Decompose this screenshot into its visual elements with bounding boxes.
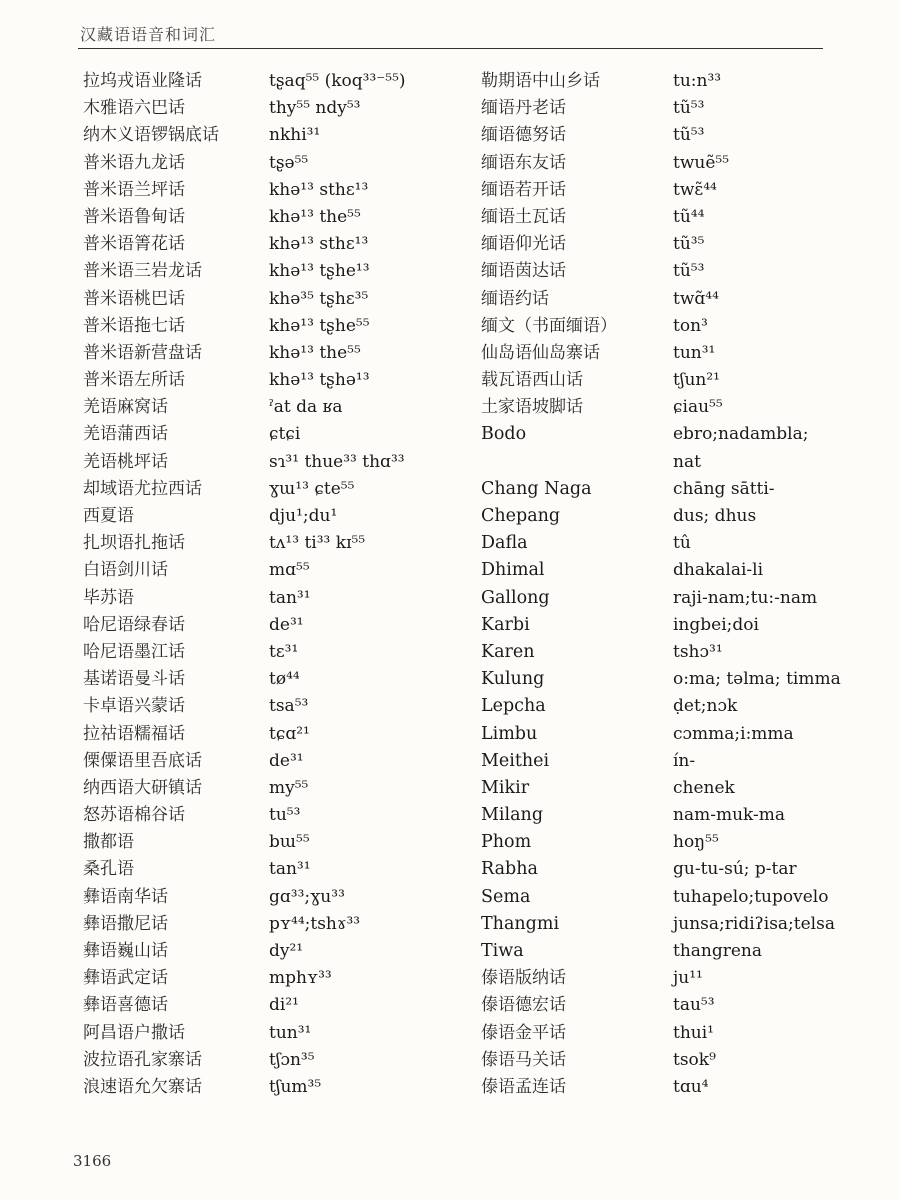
word-form: tũ⁵³ xyxy=(673,98,705,119)
language-name: Thangmi xyxy=(481,913,560,934)
word-form: khə¹³ tʂhe⁵⁵ xyxy=(269,315,370,336)
word-form: gu-tu-sú; p-tar xyxy=(673,859,797,880)
entry-row xyxy=(83,884,473,911)
entry-row xyxy=(481,95,881,122)
language-name: 怒苏语棉谷话 xyxy=(83,805,185,826)
word-form: ɕtɕi xyxy=(269,424,301,445)
word-form: tʃun²¹ xyxy=(673,370,720,391)
language-name: 普米语左所话 xyxy=(83,370,185,391)
word-form-continuation: nat xyxy=(673,451,701,472)
language-name: 羌语桃坪话 xyxy=(83,451,168,472)
entry-row xyxy=(83,150,473,177)
language-name: 基诺语曼斗话 xyxy=(83,669,185,690)
word-form: pʏ⁴⁴;tshɤ³³ xyxy=(269,913,361,934)
word-form: tau⁵³ xyxy=(673,995,715,1016)
language-name: 缅语德努话 xyxy=(481,125,566,146)
word-form: tan³¹ xyxy=(269,587,311,608)
entry-row xyxy=(83,421,473,448)
entry-row xyxy=(481,884,881,911)
word-form: chāng sātti- xyxy=(673,478,775,499)
language-name: 普米语三岩龙话 xyxy=(83,261,202,282)
entry-row xyxy=(83,829,473,856)
language-name: 拉坞戎语业隆话 xyxy=(83,71,202,91)
word-form: cɔmma;i:mma xyxy=(673,723,794,744)
word-form: tsa⁵³ xyxy=(269,696,309,717)
word-form: twɑ̃⁴⁴ xyxy=(673,288,719,309)
language-name: 卡卓语兴蒙话 xyxy=(83,696,185,717)
entry-row xyxy=(481,748,881,775)
word-form: ɣɯ¹³ ɕte⁵⁵ xyxy=(269,478,355,499)
word-form: tʃum³⁵ xyxy=(269,1076,322,1097)
language-name: 波拉语孔家寨话 xyxy=(83,1049,202,1070)
entry-row xyxy=(83,313,473,340)
word-form: thui¹ xyxy=(673,1022,714,1043)
word-form: tɛ³¹ xyxy=(269,641,299,662)
language-name: 彝语武定话 xyxy=(83,968,168,989)
word-form: khə¹³ the⁵⁵ xyxy=(269,206,361,227)
word-form: ingbei;doi xyxy=(673,614,759,635)
word-form: mphʏ³³ xyxy=(269,968,332,989)
entry-row xyxy=(83,938,473,965)
word-form: o:ma; təlma; timma xyxy=(673,669,841,690)
word-form: dju¹;du¹ xyxy=(269,506,338,526)
language-name: Kulung xyxy=(481,669,545,690)
language-name: Dafla xyxy=(481,533,528,554)
language-name: 普米语桃巴话 xyxy=(83,288,185,309)
entry-row xyxy=(83,204,473,231)
language-name: 普米语九龙话 xyxy=(83,152,185,173)
word-form: dus; dhus xyxy=(673,506,757,526)
word-form: chenek xyxy=(673,777,735,798)
word-form: tʃɔn³⁵ xyxy=(269,1049,315,1070)
language-name: 桑孔语 xyxy=(83,859,134,880)
language-name: 载瓦语西山话 xyxy=(481,370,583,391)
entry-row xyxy=(481,122,881,149)
language-name: Gallong xyxy=(481,587,550,608)
entry-row xyxy=(481,1020,881,1047)
entry-row xyxy=(83,1020,473,1047)
word-form: khə¹³ the⁵⁵ xyxy=(269,342,361,363)
entry-row xyxy=(83,612,473,639)
word-form: tʂaq⁵⁵ (koq³³⁻⁵⁵) xyxy=(269,71,406,91)
word-form: tuhapelo;tupovelo xyxy=(673,886,829,907)
language-name: 阿昌语户撒话 xyxy=(83,1022,185,1043)
word-form: tʌ¹³ ti³³ kɪ⁵⁵ xyxy=(269,533,366,554)
word-form: my⁵⁵ xyxy=(269,777,309,798)
entry-row xyxy=(481,68,881,95)
language-name: 傣语德宏话 xyxy=(481,995,566,1016)
language-name: 彝语巍山话 xyxy=(83,941,168,961)
word-form: khə¹³ sthɛ¹³ xyxy=(269,179,369,200)
entry-row xyxy=(83,639,473,666)
word-form: junsa;ridiʔisa;telsa xyxy=(673,913,835,934)
entry-row xyxy=(83,340,473,367)
running-header: 汉藏语语音和词汇 xyxy=(80,25,217,44)
entry-row xyxy=(83,231,473,258)
word-form: tu:n³³ xyxy=(673,71,722,91)
word-form: sɿ³¹ thue³³ thɑ³³ xyxy=(269,451,405,472)
language-name: Lepcha xyxy=(481,696,546,717)
language-name: Rabha xyxy=(481,859,538,880)
word-form: ton³ xyxy=(673,315,708,336)
word-form: raji-nam;tu:-nam xyxy=(673,587,818,608)
language-name: 仙岛语仙岛寨话 xyxy=(481,342,600,363)
word-form: nkhi³¹ xyxy=(269,125,321,146)
language-name: 白语剑川话 xyxy=(83,560,168,581)
entry-row xyxy=(83,258,473,285)
word-form: tû xyxy=(673,533,691,554)
word-form: ebro;nadambla; xyxy=(673,424,809,445)
language-name: 普米语鲁甸话 xyxy=(83,206,185,227)
word-form: dhakalai-li xyxy=(673,560,764,581)
language-name: Chang Naga xyxy=(481,478,592,499)
language-name: 缅语若开话 xyxy=(481,179,566,200)
entry-row xyxy=(481,421,881,448)
entry-row xyxy=(481,585,881,612)
right-column xyxy=(481,68,881,1101)
language-name: 羌语麻窝话 xyxy=(83,397,168,418)
entry-row xyxy=(83,122,473,149)
word-form: de³¹ xyxy=(269,614,304,635)
entry-row xyxy=(481,530,881,557)
language-name: 纳木义语锣锅底话 xyxy=(83,125,219,146)
entry-row xyxy=(481,503,881,530)
entry-row xyxy=(481,693,881,720)
language-name: 木雅语六巴话 xyxy=(83,98,185,119)
entry-row xyxy=(481,150,881,177)
entry-row xyxy=(83,503,473,530)
language-name: 普米语拖七话 xyxy=(83,315,185,336)
language-name: 彝语撒尼话 xyxy=(83,913,168,934)
language-name: 缅语丹老话 xyxy=(481,98,566,119)
word-form: ɕiau⁵⁵ xyxy=(673,397,723,418)
entry-row xyxy=(83,476,473,503)
entry-row xyxy=(83,1047,473,1074)
header-rule xyxy=(78,48,823,49)
word-form: tɑu⁴ xyxy=(673,1076,709,1097)
entry-row xyxy=(481,313,881,340)
word-form: tan³¹ xyxy=(269,859,311,880)
entry-row xyxy=(83,911,473,938)
word-form: tũ⁵³ xyxy=(673,261,705,282)
entry-row xyxy=(83,992,473,1019)
language-name: 土家语坡脚话 xyxy=(481,397,583,418)
word-form: gɑ³³;ɣu³³ xyxy=(269,886,345,907)
word-form: tun³¹ xyxy=(673,342,716,363)
language-name: 缅语茵达话 xyxy=(481,261,566,282)
entry-row xyxy=(83,693,473,720)
language-name: Bodo xyxy=(481,424,527,445)
language-name: Karen xyxy=(481,641,535,662)
language-name: 却域语尤拉西话 xyxy=(83,478,202,499)
entry-row xyxy=(481,612,881,639)
language-name: Mikir xyxy=(481,777,530,798)
entry-row xyxy=(83,748,473,775)
entry-row xyxy=(83,775,473,802)
entry-row xyxy=(481,204,881,231)
language-name: Dhimal xyxy=(481,560,545,581)
word-form: dy²¹ xyxy=(269,941,304,961)
entry-row xyxy=(481,394,881,421)
entry-row xyxy=(83,802,473,829)
entry-row xyxy=(481,911,881,938)
entry-row xyxy=(481,639,881,666)
word-form: ˀat da ʁa xyxy=(269,397,343,418)
word-form: tũ⁵³ xyxy=(673,125,705,146)
language-name: 缅语东友话 xyxy=(481,152,566,173)
language-name: Tiwa xyxy=(481,941,524,961)
language-name: Sema xyxy=(481,886,531,907)
language-name: Phom xyxy=(481,832,532,853)
word-form: de³¹ xyxy=(269,750,304,771)
entry-row xyxy=(481,177,881,204)
entry-row xyxy=(481,231,881,258)
language-name: Karbi xyxy=(481,614,530,635)
language-name: 拉祜语糯福话 xyxy=(83,723,185,744)
language-name: 撒都语 xyxy=(83,832,134,853)
entry-row xyxy=(481,258,881,285)
language-name: 缅语仰光话 xyxy=(481,234,566,255)
word-form: tun³¹ xyxy=(269,1022,312,1043)
word-form: tø⁴⁴ xyxy=(269,669,300,690)
entry-row xyxy=(83,965,473,992)
word-form: mɑ⁵⁵ xyxy=(269,560,310,581)
entry-continuation-row xyxy=(481,449,881,476)
language-name: 普米语箐花话 xyxy=(83,234,185,255)
entry-row xyxy=(481,286,881,313)
word-form: tshɔ³¹ xyxy=(673,641,723,662)
language-name: 缅文（书面缅语） xyxy=(481,315,617,336)
entry-row xyxy=(83,585,473,612)
entry-row xyxy=(481,340,881,367)
word-form: thy⁵⁵ ndy⁵³ xyxy=(269,98,361,119)
word-form: ín- xyxy=(673,750,696,771)
word-form: thangrena xyxy=(673,941,763,961)
word-form: khə¹³ tʂhe¹³ xyxy=(269,261,370,282)
entry-row xyxy=(83,68,473,95)
entry-row xyxy=(481,476,881,503)
entry-row xyxy=(481,965,881,992)
entry-row xyxy=(83,530,473,557)
entry-row xyxy=(83,721,473,748)
language-name: 羌语蒲西话 xyxy=(83,424,168,445)
language-name: 哈尼语墨江话 xyxy=(83,641,185,662)
language-name: 傣语金平话 xyxy=(481,1022,566,1043)
word-form: twuẽ⁵⁵ xyxy=(673,152,730,173)
entry-row xyxy=(481,557,881,584)
language-name: 勒期语中山乡话 xyxy=(481,71,600,91)
entry-row xyxy=(83,449,473,476)
language-name: 傣语孟连话 xyxy=(481,1076,566,1097)
word-form: khə¹³ sthɛ¹³ xyxy=(269,234,369,255)
word-form: tu⁵³ xyxy=(269,805,301,826)
language-name: 西夏语 xyxy=(83,506,134,526)
language-name: 普米语新营盘话 xyxy=(83,342,202,363)
language-name: 哈尼语绿春话 xyxy=(83,614,185,635)
entry-row xyxy=(83,1074,473,1101)
word-form: twɛ̃⁴⁴ xyxy=(673,179,717,200)
entry-row xyxy=(83,394,473,421)
entry-row xyxy=(481,367,881,394)
language-name: 缅语约话 xyxy=(481,288,549,309)
entry-row xyxy=(481,1074,881,1101)
entry-row xyxy=(481,775,881,802)
entry-row xyxy=(481,666,881,693)
entry-row xyxy=(83,557,473,584)
word-form: tũ⁴⁴ xyxy=(673,206,705,227)
language-name: Chepang xyxy=(481,506,561,526)
language-name: Milang xyxy=(481,805,544,826)
entry-row xyxy=(83,666,473,693)
word-form: di²¹ xyxy=(269,995,299,1016)
entry-row xyxy=(83,856,473,883)
entry-row xyxy=(481,721,881,748)
entry-row xyxy=(481,802,881,829)
entry-row xyxy=(83,95,473,122)
language-name: 毕苏语 xyxy=(83,587,134,608)
left-column xyxy=(83,68,473,1101)
language-name: 纳西语大研镇话 xyxy=(83,777,202,798)
word-form: hoŋ⁵⁵ xyxy=(673,832,719,853)
word-form: tũ³⁵ xyxy=(673,234,705,255)
language-name: 傣语版纳话 xyxy=(481,968,566,989)
entry-row xyxy=(481,856,881,883)
language-name: 傈僳语里吾底话 xyxy=(83,750,202,771)
entry-row xyxy=(481,938,881,965)
word-form: ḍet;nɔk xyxy=(673,696,738,717)
language-name: 彝语南华话 xyxy=(83,886,168,907)
language-name: 普米语兰坪话 xyxy=(83,179,185,200)
word-form: tɕɑ²¹ xyxy=(269,723,310,744)
entry-row xyxy=(481,829,881,856)
language-name: Meithei xyxy=(481,750,550,771)
entry-row xyxy=(83,177,473,204)
entry-row xyxy=(481,1047,881,1074)
language-name: 缅语土瓦话 xyxy=(481,206,566,227)
word-form: tsok⁹ xyxy=(673,1049,716,1070)
language-name: 扎坝语扎拖话 xyxy=(83,533,185,554)
word-form: khə¹³ tʂhə¹³ xyxy=(269,370,370,391)
word-form: khə³⁵ tʂhɛ³⁵ xyxy=(269,288,369,309)
language-name: 浪速语允欠寨话 xyxy=(83,1076,202,1097)
word-form: bɯ⁵⁵ xyxy=(269,832,310,853)
entry-row xyxy=(83,367,473,394)
language-name: Limbu xyxy=(481,723,538,744)
entry-row xyxy=(481,992,881,1019)
page-number: 3166 xyxy=(73,1152,112,1170)
entry-row xyxy=(83,286,473,313)
word-form: nam-muk-ma xyxy=(673,805,786,826)
word-form: tʂə⁵⁵ xyxy=(269,152,309,173)
word-form: ju¹¹ xyxy=(673,968,703,989)
language-name: 彝语喜德话 xyxy=(83,995,168,1016)
language-name: 傣语马关话 xyxy=(481,1049,566,1070)
